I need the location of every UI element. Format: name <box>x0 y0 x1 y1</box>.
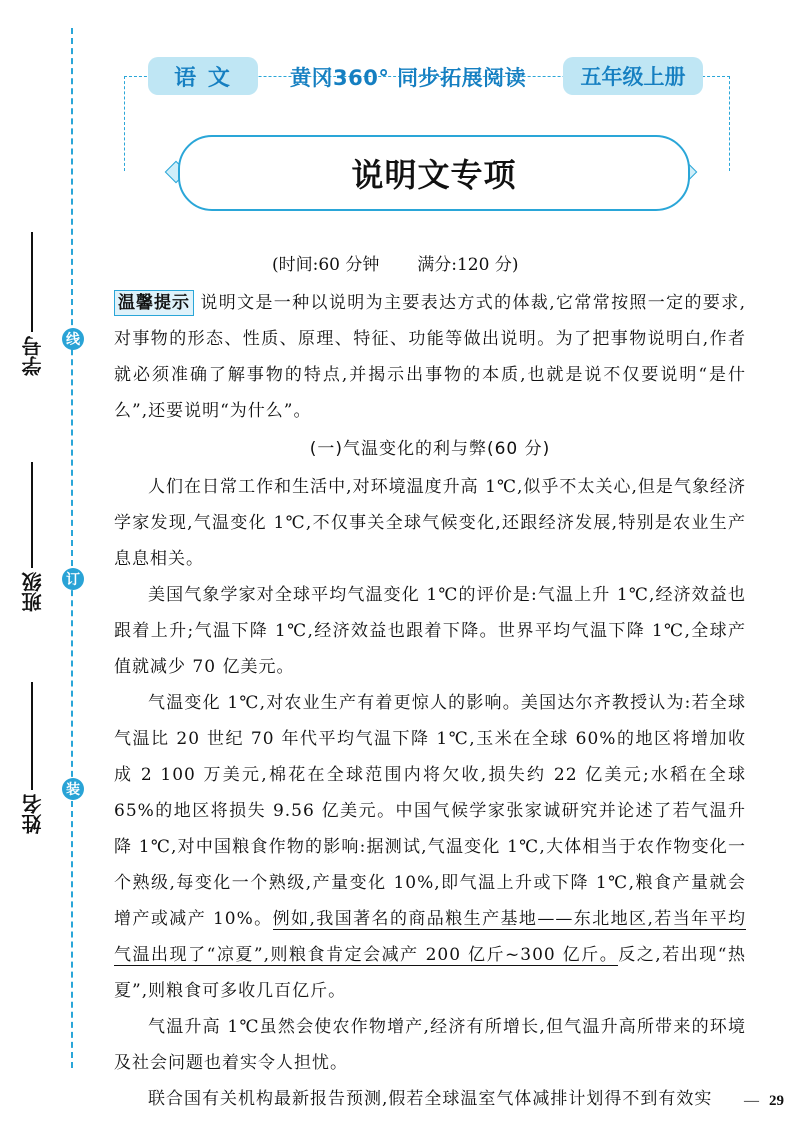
grade-tag: 五年级上册 <box>563 57 703 95</box>
binding-mark-staple: 装 <box>62 778 84 800</box>
name-label: 姓名 <box>20 794 45 834</box>
series-name: 黄冈360° 同步拓展阅读 <box>290 66 527 90</box>
page-title: 说明文专项 <box>351 156 517 194</box>
paragraph-5: 联合国有关机构最新报告预测,假若全球温室气体减排计划得不到有效实 <box>148 1089 713 1109</box>
paragraph-1: 人们在日常工作和生活中,对环境温度升高 1℃,似乎不太关心,但是气象经济学家发现,气温变化 1℃,不仅事关全球气候变化,还跟经济发展,特别是农业生产息息相关。 <box>114 477 746 569</box>
paragraph-3-end: 反之,若出现“热夏”,则粮食可多收几百亿斤。 <box>114 945 746 1001</box>
paragraph-4: 气温升高 1℃虽然会使农作物增产,经济有所增长,但气温升高所带来的环境及社会问题也着实令人担忧。 <box>114 1017 746 1073</box>
class-field <box>16 462 48 612</box>
binding-dashed-line <box>71 28 73 1068</box>
page-number-dash: — <box>744 1093 759 1109</box>
tip-text: 说明文是一种以说明为主要表达方式的体裁,它常常按照一定的要求,对事物的形态、性质、原理、特征、功能等做出说明。为了把事物说明白,作者就必须准确了解事物的特点,并揭示出事物的本质,也就是说不仅要说明“是什么”,还要说明“为什么”。 <box>114 293 746 421</box>
name-field <box>16 682 48 834</box>
tip-label: 温馨提示 <box>114 290 194 316</box>
student-number-label: 学号 <box>20 336 45 376</box>
article-body <box>114 285 746 1117</box>
paragraph-2: 美国气象学家对全球平均气温变化 1℃的评价是:气温上升 1℃,经济效益也跟着上升;气温下降 1℃,经济效益也跟着下降。世界平均气温下降 1℃,全球产值就减少 70 亿美元。 <box>114 585 746 677</box>
binding-mark-bind: 订 <box>62 568 84 590</box>
student-number-field <box>16 232 48 376</box>
tip-paragraph <box>114 285 746 429</box>
paragraph-3-start: 气温变化 1℃,对农业生产有着更惊人的影响。美国达尔齐教授认为:若全球气温比 20 世纪 70 年代平均气温下降 1℃,玉米在全球 60%的地区将增加收成 2 100 万美元,棉花在全球范围内将欠收,损失约 22 亿美元;水稻在全球 65%的地区将损失 9.56 亿美元。中国气候学家张家诚研究并论述了若气温升降 1℃,对中国粮食作物的影响:据测试,气温变化 1℃,大体相当于农作物变化一个熟级,每变化一个熟级,产量变化 10%,即气温上升或下降 1℃,粮食产量就会增产或减产 10%。 <box>114 693 746 929</box>
title-banner <box>178 135 690 211</box>
page-number <box>744 1093 784 1110</box>
full-score: 满分:120 分) <box>417 255 519 275</box>
time-limit: (时间:60 分钟 <box>272 255 380 275</box>
page-number-value: 29 <box>769 1093 784 1109</box>
binding-mark-line: 线 <box>62 328 84 350</box>
subject-tag: 语 文 <box>148 57 258 95</box>
underlined-sentence: 例如,我国著名的商品粮生产基地——东北地区,若当年平均气温出现了“凉夏”,则粮食肯定会减产 200 亿斤~300 亿斤。 <box>114 909 746 965</box>
class-label: 班级 <box>20 572 45 612</box>
exam-meta <box>272 250 518 275</box>
section-heading: (一)气温变化的利与弊(60 分) <box>309 439 551 459</box>
paragraph-3 <box>114 685 746 1009</box>
